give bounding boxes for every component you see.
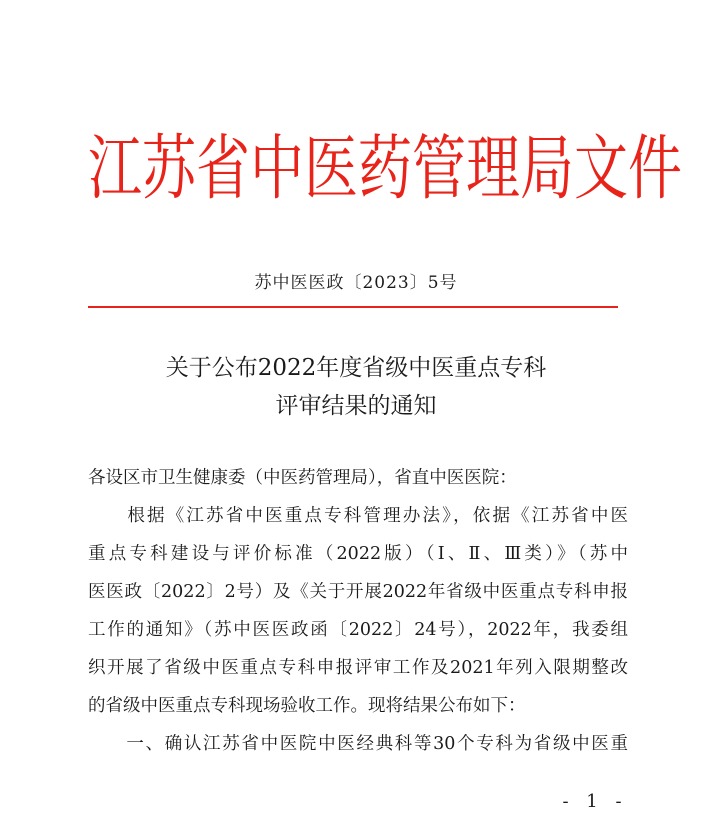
masthead-char: 省 [196, 127, 250, 210]
paragraph-line: 根据《江苏省中医重点专科管理办法》，依据《江苏省中医 [88, 506, 628, 526]
masthead-title [88, 127, 682, 210]
masthead-char: 理 [466, 127, 520, 210]
paragraph-line: 织开展了省级中医重点专科申报评审工作及2021年列入限期整改 [88, 658, 628, 678]
masthead-char: 苏 [142, 127, 196, 210]
page-number: - 1 - [562, 791, 628, 812]
notice-title-line-1: 关于公布2022年度省级中医重点专科 [165, 355, 547, 381]
paragraph-2 [88, 725, 628, 763]
masthead-char: 医 [304, 127, 358, 210]
masthead-char: 中 [250, 127, 304, 210]
masthead-char: 江 [88, 127, 142, 210]
paragraph-line: 一、确认江苏省中医院中医经典科等30个专科为省级中医重 [88, 734, 628, 754]
addressee-line: 各设区市卫生健康委（中医药管理局），省直中医医院： [88, 468, 517, 488]
paragraph-1 [88, 497, 628, 725]
paragraph-line: 工作的通知》（苏中医医政函〔2022〕24号），2022年，我委组 [88, 620, 628, 640]
masthead-char: 文 [574, 127, 628, 210]
paragraph-line: 重点专科建设与评价标准（2022版）（Ⅰ、Ⅱ、Ⅲ类）》（苏中 [88, 544, 628, 564]
notice-title-line-2: 评审结果的通知 [275, 393, 437, 419]
masthead-char: 管 [412, 127, 466, 210]
addressee-block [88, 459, 628, 497]
paragraph-line: 的省级中医重点专科现场验收工作。现将结果公布如下： [88, 696, 526, 716]
red-divider-line [88, 306, 618, 308]
masthead-char: 件 [628, 127, 682, 210]
masthead-char: 局 [520, 127, 574, 210]
paragraph-line: 医医政〔2022〕2号）及《关于开展2022年省级中医重点专科申报 [88, 582, 628, 602]
document-number: 苏中医医政〔2023〕5号 [254, 273, 458, 293]
masthead-char: 药 [358, 127, 412, 210]
